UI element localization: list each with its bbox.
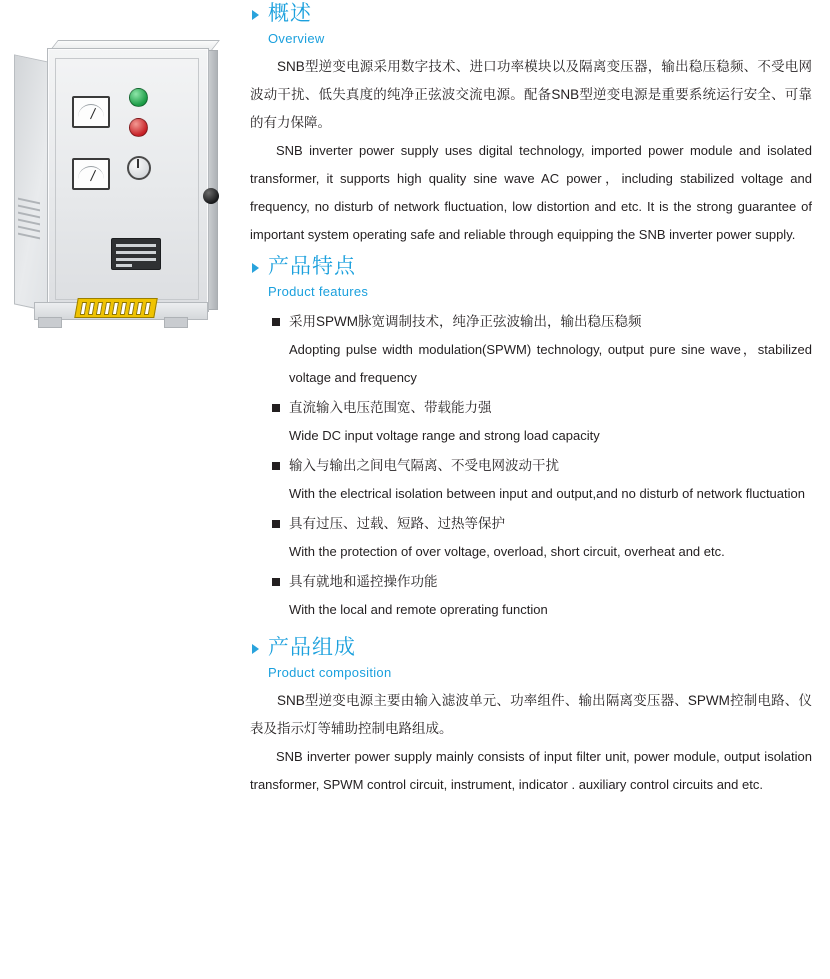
feature-list <box>250 308 812 624</box>
feature-label-cn: 输入与输出之间电气隔离、不受电网波动干扰 <box>289 458 559 473</box>
square-bullet-icon <box>272 318 280 326</box>
list-item <box>272 308 812 392</box>
square-bullet-icon <box>272 578 280 586</box>
section-title-en: Product features <box>268 284 369 299</box>
control-module-icon <box>111 238 161 270</box>
feature-text-en: Wide DC input voltage range and strong load capacity <box>289 428 600 443</box>
red-indicator-lamp-icon <box>129 118 148 137</box>
analog-meter-icon <box>72 158 110 190</box>
triangle-bullet-icon <box>252 263 259 273</box>
section-title-en: Product composition <box>268 665 392 680</box>
section-title-cn: 产品特点 <box>268 255 356 278</box>
cabinet-foot <box>38 317 62 328</box>
content-column <box>250 0 812 803</box>
feature-label-cn: 具有就地和遥控操作功能 <box>289 574 438 589</box>
square-bullet-icon <box>272 520 280 528</box>
list-item <box>272 568 812 624</box>
terminal-block-icon <box>74 298 158 318</box>
cabinet-drawing <box>14 40 229 320</box>
overview-paragraph-cn: SNB型逆变电源采用数字技术、进口功率模块以及隔离变压器，输出稳压稳频、不受电网波动干扰、低失真度的纯净正弦波交流电源。配备SNB型逆变电源是重要系统运行安全、可靠的有力保障。 <box>250 59 812 130</box>
feature-text-en: Adopting pulse width modulation(SPWM) technology, output pure sine wave，stabilized voltage and frequency <box>289 342 812 385</box>
list-item <box>272 394 812 450</box>
section-product-features <box>250 253 812 624</box>
list-item <box>272 510 812 566</box>
feature-text-cn <box>272 308 812 336</box>
composition-paragraph-en: SNB inverter power supply mainly consists of input filter unit, power module, output isolation transformer, SPWM control circuit, instrument, indicator . auxiliary control circuits and etc. <box>250 749 812 792</box>
section-overview <box>250 0 812 249</box>
section-heading <box>250 0 812 49</box>
cabinet-foot <box>164 317 188 328</box>
triangle-bullet-icon <box>252 644 259 654</box>
feature-text-cn <box>272 568 812 596</box>
feature-label-cn: 直流输入电压范围宽、带载能力强 <box>289 400 492 415</box>
square-bullet-icon <box>272 462 280 470</box>
feature-text-en: With the electrical isolation between input and output,and no disturb of network fluctuation <box>289 486 805 501</box>
triangle-bullet-icon <box>252 10 259 20</box>
feature-text-en: With the local and remote oprerating function <box>289 602 548 617</box>
feature-text-en: With the protection of over voltage, overload, short circuit, overheat and etc. <box>289 544 725 559</box>
feature-label-cn: 具有过压、过载、短路、过热等保护 <box>289 516 505 531</box>
cabinet-side-panel <box>14 54 50 312</box>
analog-meter-icon <box>72 96 110 128</box>
section-heading <box>250 634 812 683</box>
feature-text-cn <box>272 394 812 422</box>
green-indicator-lamp-icon <box>129 88 148 107</box>
section-title-cn: 概述 <box>268 2 312 25</box>
square-bullet-icon <box>272 404 280 412</box>
feature-text-cn <box>272 510 812 538</box>
section-title-en: Overview <box>268 31 325 46</box>
ventilation-louvers-icon <box>18 198 40 251</box>
composition-paragraph-cn: SNB型逆变电源主要由输入滤波单元、功率组件、输出隔离变压器、SPWM控制电路、仪表及指示灯等辅助控制电路组成。 <box>250 693 812 736</box>
rotary-knob-icon <box>127 156 151 180</box>
door-handle-icon <box>203 188 219 204</box>
overview-paragraph-en: SNB inverter power supply uses digital technology, imported power module and isolated transformer, it supports high quality sine wave AC power，including stabilized voltage and frequency, no disturb of network fluctuation, low distortion and etc. It is the strong guarantee of important system operating safe and reliable through equipping the SNB inverter power supply. <box>250 143 812 242</box>
feature-text-cn <box>272 452 812 480</box>
list-item <box>272 452 812 508</box>
section-title-cn: 产品组成 <box>268 636 356 659</box>
feature-label-cn: 采用SPWM脉宽调制技术，纯净正弦波输出，输出稳压稳频 <box>289 314 642 329</box>
section-heading <box>250 253 812 302</box>
product-illustration <box>0 0 250 340</box>
section-product-composition <box>250 634 812 799</box>
